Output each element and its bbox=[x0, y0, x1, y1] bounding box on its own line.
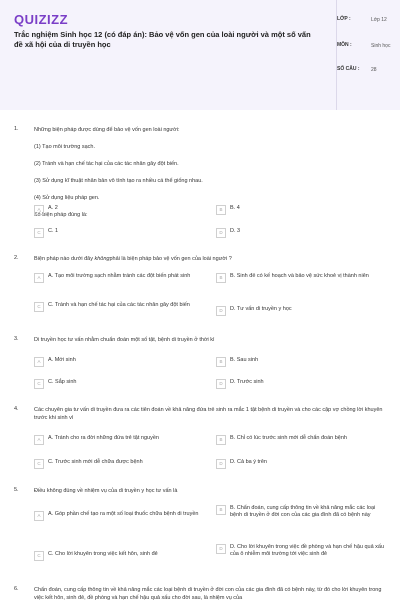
option-letter: D bbox=[216, 459, 226, 469]
option-text: B. Chỉ có lúc trước sinh mới dễ chẩn đoán bệnh bbox=[230, 435, 347, 441]
option-text: C. Trước sinh mới dễ chữa được bệnh bbox=[48, 459, 143, 465]
question-number: 1. bbox=[14, 126, 19, 132]
option-letter: A bbox=[34, 273, 44, 283]
question-text: Các chuyên gia tư vấn di truyền đưa ra các tiên đoán về khả năng đứa trẻ sinh ra mắc 1 tật bệnh di truyền và cho các cặp vợ chồng lời khuyên trước khi sinh vì bbox=[34, 407, 383, 421]
option-letter: D bbox=[216, 544, 226, 554]
meta-value: Lớp 12 bbox=[371, 17, 387, 23]
option-text: A. 2 bbox=[48, 205, 58, 211]
option-letter: C bbox=[34, 459, 44, 469]
option-b[interactable] bbox=[216, 273, 386, 283]
worksheet-title: Trắc nghiệm Sinh học 12 (có đáp án): Bảo vệ vốn gen của loài người và một số vấn đề xã hội của di truyền học bbox=[14, 30, 311, 49]
question-number: 6. bbox=[14, 586, 19, 592]
option-letter: B bbox=[216, 205, 226, 215]
option-b[interactable] bbox=[216, 505, 386, 519]
option-letter: B bbox=[216, 273, 226, 283]
option-text: D. 3 bbox=[230, 228, 241, 234]
question-number: 5. bbox=[14, 487, 19, 493]
option-letter: A bbox=[34, 435, 44, 445]
option-a[interactable] bbox=[34, 357, 204, 367]
question-text: Di truyền học tư vấn nhằm chuẩn đoán một số tật, bệnh di truyền ở thời kì bbox=[34, 337, 215, 343]
option-text: A. Góp phần chế tạo ra một số loại thuốc chữa bệnh di truyền bbox=[48, 511, 199, 517]
meta-panel bbox=[336, 0, 400, 110]
option-text: D. Cả ba ý trên bbox=[230, 459, 267, 465]
option-letter: A bbox=[34, 357, 44, 367]
option-b[interactable] bbox=[216, 205, 386, 215]
meta-label: MÔN : bbox=[337, 42, 352, 48]
quizizz-logo: QUIZIZZ bbox=[14, 12, 69, 27]
option-letter: D bbox=[216, 306, 226, 316]
option-a[interactable] bbox=[34, 205, 204, 215]
option-letter: C bbox=[34, 379, 44, 389]
option-d[interactable] bbox=[216, 544, 386, 558]
option-c[interactable] bbox=[34, 379, 204, 389]
question-number: 3. bbox=[14, 336, 19, 342]
option-a[interactable] bbox=[34, 435, 204, 445]
question-number: 2. bbox=[14, 255, 19, 261]
meta-label: SỐ CÂU : bbox=[337, 66, 360, 72]
option-letter: B bbox=[216, 435, 226, 445]
option-letter: A bbox=[34, 511, 44, 521]
option-letter: A bbox=[34, 205, 44, 215]
question-text-emphasis: không bbox=[94, 256, 110, 262]
option-a[interactable] bbox=[34, 273, 204, 283]
option-b[interactable] bbox=[216, 357, 386, 367]
option-text: B. Sau sinh bbox=[230, 357, 259, 363]
option-text: C. 1 bbox=[48, 228, 59, 234]
option-d[interactable] bbox=[216, 228, 386, 238]
option-c[interactable] bbox=[34, 459, 204, 469]
option-d[interactable] bbox=[216, 379, 386, 389]
option-text: C. Cho lời khuyên trong việc kết hôn, sinh đẻ bbox=[48, 551, 158, 557]
question-text-part: phải là biện pháp bảo vệ vốn gen của loài người ? bbox=[109, 256, 232, 262]
option-c[interactable] bbox=[34, 551, 204, 561]
option-c[interactable] bbox=[34, 228, 204, 238]
option-text: D. Trước sinh bbox=[230, 379, 264, 385]
option-letter: C bbox=[34, 551, 44, 561]
option-letter: B bbox=[216, 357, 226, 367]
option-text: B. Sinh đẻ có kế hoạch và bảo vệ sức khoẻ vị thành niên bbox=[230, 273, 369, 279]
option-letter: D bbox=[216, 379, 226, 389]
statement: Số biện pháp đúng là: bbox=[34, 212, 88, 218]
option-text: A. Mới sinh bbox=[48, 357, 76, 363]
statement: (1) Tạo môi trường sạch. bbox=[34, 144, 95, 150]
option-letter: C bbox=[34, 302, 44, 312]
option-letter: D bbox=[216, 228, 226, 238]
meta-value: Sinh học bbox=[371, 43, 391, 49]
statement: (2) Tránh và hạn chế tác hại của các tác nhân gây đột biến. bbox=[34, 161, 179, 167]
question-text: Điều không đúng về nhiệm vụ của di truyền y học tư vấn là bbox=[34, 488, 178, 494]
option-letter: B bbox=[216, 505, 226, 515]
option-text: D. Cho lời khuyên trong việc đề phòng và hạn chế hậu quả xấu của ô nhiễm môi trường tới việc sinh đẻ bbox=[230, 544, 385, 557]
option-d[interactable] bbox=[216, 459, 386, 469]
question-text: Chẩn đoán, cung cấp thông tin về khả năng mắc các loại bệnh di truyền ở đời con của các gia đình đã có bệnh này, từ đó cho lời khuyên trong việc kết hôn, sinh đẻ, đề phòng và hạn chế hậu quả xấu cho đời sau, là nhiệm vụ của bbox=[34, 587, 382, 600]
option-a[interactable] bbox=[34, 511, 204, 521]
option-text: B. Chẩn đoán, cung cấp thông tin về khả năng mắc các loại bệnh di truyền ở đời con của các gia đình đã có bệnh này bbox=[230, 505, 376, 518]
statement: (4) Sử dụng liệu pháp gen. bbox=[34, 195, 100, 201]
option-text: C. Sắp sinh bbox=[48, 379, 77, 385]
option-text: B. 4 bbox=[230, 205, 240, 211]
option-d[interactable] bbox=[216, 306, 386, 316]
meta-value: 28 bbox=[371, 67, 377, 73]
meta-label: LỚP : bbox=[337, 16, 351, 22]
option-text: A. Tạo môi trường sạch nhằm tránh các đột biến phát sinh bbox=[48, 273, 191, 279]
option-text: A. Tránh cho ra đời những đứa trẻ tật nguyền bbox=[48, 435, 159, 441]
option-text: D. Tư vấn di truyền y học bbox=[230, 306, 292, 312]
statement: (3) Sử dụng kĩ thuật nhân bản vô tính tạo ra nhiều cá thể giống nhau. bbox=[34, 178, 203, 184]
question-text-part: Biện pháp nào dưới đây bbox=[34, 256, 95, 262]
option-b[interactable] bbox=[216, 435, 386, 445]
question-number: 4. bbox=[14, 406, 19, 412]
option-letter: C bbox=[34, 228, 44, 238]
option-c[interactable] bbox=[34, 302, 204, 312]
question-text: Những biện pháp được dùng để bảo vệ vốn gen loài người: bbox=[34, 127, 180, 133]
option-text: C. Tránh và hạn chế tác hại của các tác nhân gây đột biến bbox=[48, 302, 190, 308]
question-text bbox=[34, 255, 386, 263]
worksheet-header bbox=[0, 0, 400, 110]
